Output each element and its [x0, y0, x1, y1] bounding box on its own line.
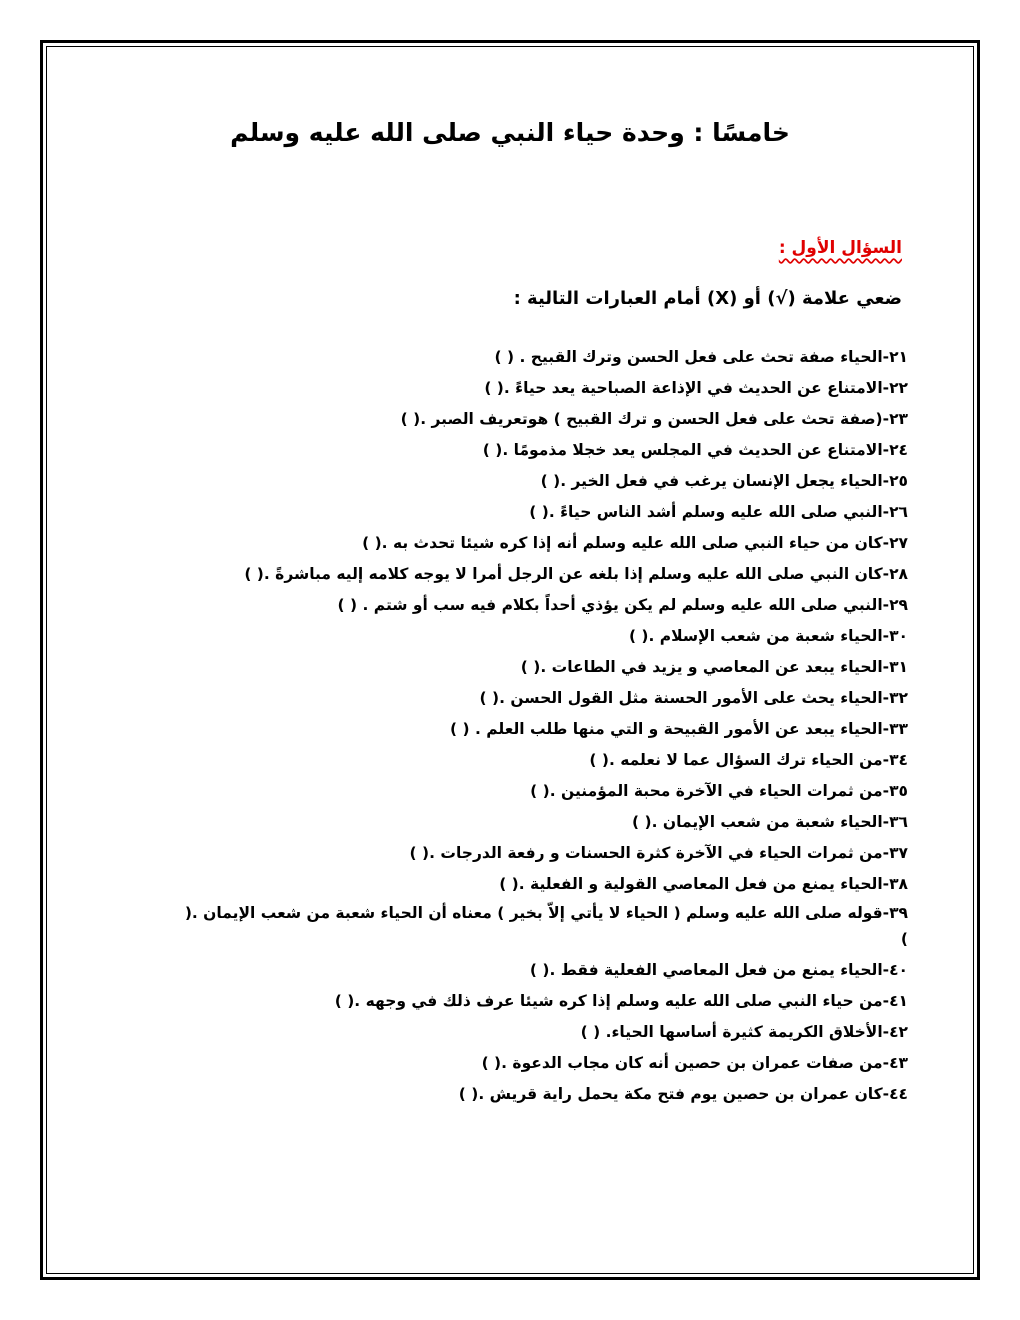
statement-item [178, 683, 908, 714]
statement-number: ٣٠- [882, 627, 908, 645]
statement-item [178, 955, 908, 986]
statement-item [178, 986, 908, 1017]
question-heading: السؤال الأول : [778, 238, 902, 258]
statement-item [178, 528, 908, 559]
statement-text: من ثمرات الحياء في الآخرة كثرة الحسنات و رفعة الدرجات .( ) [409, 844, 883, 862]
statement-number: ٢٨- [882, 565, 908, 583]
statement-item [178, 590, 908, 621]
statement-number: ٣٤- [882, 751, 908, 769]
statement-number: ٣٥- [882, 782, 908, 800]
statement-text: الحياء شعبة من شعب الإيمان .( ) [632, 813, 883, 831]
statement-text: الحياء شعبة من شعب الإسلام .( ) [628, 627, 883, 645]
statement-text: الحياء يمنع من فعل المعاصي القولية و الفعلية .( ) [499, 875, 883, 893]
statement-item [178, 838, 908, 869]
statement-number: ٤٣- [882, 1054, 908, 1072]
statement-number: ٢٣- [882, 410, 908, 428]
statement-number: ٤٠- [882, 961, 908, 979]
statement-item [178, 342, 908, 373]
statement-number: ٣٣- [882, 720, 908, 738]
statement-item [178, 621, 908, 652]
statement-number: ٤٢- [882, 1023, 908, 1041]
statement-number: ٤١- [882, 992, 908, 1010]
statement-number: ٢١- [882, 348, 908, 366]
question-instruction: ضعي علامة (√) أو (X) أمام العبارات التالية : [513, 288, 902, 309]
statement-number: ٣٧- [882, 844, 908, 862]
statement-text: من ثمرات الحياء في الآخرة محبة المؤمنين .( ) [530, 782, 883, 800]
statement-text: الحياء يبعد عن الأمور القبيحة و التي منها طلب العلم . ( ) [450, 720, 883, 738]
statement-item [178, 652, 908, 683]
statement-item [178, 466, 908, 497]
statement-number: ٣٩- [882, 904, 908, 922]
page-title: خامسًا : وحدة حياء النبي صلى الله عليه وسلم [230, 118, 790, 147]
statement-number: ٢٦- [882, 503, 908, 521]
statement-text: الامتناع عن الحديث في الإذاعة الصباحية يعد حياءً .( ) [484, 379, 883, 397]
statement-item [178, 1079, 908, 1110]
statement-item [178, 497, 908, 528]
statement-number: ٢٩- [882, 596, 908, 614]
statement-item [178, 1048, 908, 1079]
statement-text: الحياء صفة تحث على فعل الحسن وترك القبيح . ( ) [494, 348, 883, 366]
statement-text: من حياء النبي صلى الله عليه وسلم إذا كره شيئا عرف ذلك في وجهه .( ) [334, 992, 883, 1010]
statement-text: الحياء يجعل الإنسان يرغب في فعل الخير .( ) [540, 472, 883, 490]
statement-item [178, 435, 908, 466]
statement-text: كان من حياء النبي صلى الله عليه وسلم أنه إذا كره شيئا تحدث به .( ) [362, 534, 883, 552]
statement-item [178, 807, 908, 838]
statement-item [178, 714, 908, 745]
statement-text: النبي صلى الله عليه وسلم أشد الناس حياءً .( ) [529, 503, 883, 521]
statement-item [178, 373, 908, 404]
statement-text: (صفة تحث على فعل الحسن و ترك القبيح ) هوتعريف الصبر .( ) [400, 410, 883, 428]
statement-number: ٢٢- [882, 379, 908, 397]
statement-item [178, 745, 908, 776]
statement-text: الامتناع عن الحديث في المجلس يعد خجلا مذمومًا .( ) [482, 441, 883, 459]
statement-text: من الحياء ترك السؤال عما لا نعلمه .( ) [589, 751, 883, 769]
statement-item [178, 776, 908, 807]
statement-text: الحياء يمنع من فعل المعاصي الفعلية فقط .( ) [529, 961, 883, 979]
statement-item [178, 1017, 908, 1048]
statement-text: كان عمران بن حصين يوم فتح مكة يحمل راية قريش .( ) [458, 1085, 883, 1103]
statement-text: كان النبي صلى الله عليه وسلم إذا بلغه عن الرجل أمرا لا يوجه كلامه إليه مباشرةً .( ) [244, 565, 883, 583]
statement-text: قوله صلى الله عليه وسلم ( الحياء لا يأتي إلاّ بخير ) معناه أن الحياء شعبة من شعب الإيمان .( ) [184, 904, 908, 948]
statement-text: الحياء يحث على الأمور الحسنة مثل القول الحسن .( ) [479, 689, 883, 707]
statement-item [178, 900, 908, 955]
statement-text: النبي صلى الله عليه وسلم لم يكن يؤذي أحداً بكلام فيه سب أو شتم . ( ) [337, 596, 883, 614]
statement-text: الحياء يبعد عن المعاصي و يزيد في الطاعات .( ) [520, 658, 883, 676]
statement-number: ٣٦- [882, 813, 908, 831]
statement-list [178, 342, 908, 1110]
statement-number: ٢٧- [882, 534, 908, 552]
statement-item [178, 404, 908, 435]
statement-item [178, 869, 908, 900]
statement-item [178, 559, 908, 590]
statement-text: الأخلاق الكريمة كثيرة أساسها الحياء. ( ) [580, 1023, 883, 1041]
statement-number: ٣١- [882, 658, 908, 676]
statement-number: ٤٤- [882, 1085, 908, 1103]
statement-number: ٢٥- [882, 472, 908, 490]
statement-number: ٣٨- [882, 875, 908, 893]
statement-number: ٣٢- [882, 689, 908, 707]
statement-number: ٢٤- [882, 441, 908, 459]
statement-text: من صفات عمران بن حصين أنه كان مجاب الدعوة .( ) [481, 1054, 883, 1072]
